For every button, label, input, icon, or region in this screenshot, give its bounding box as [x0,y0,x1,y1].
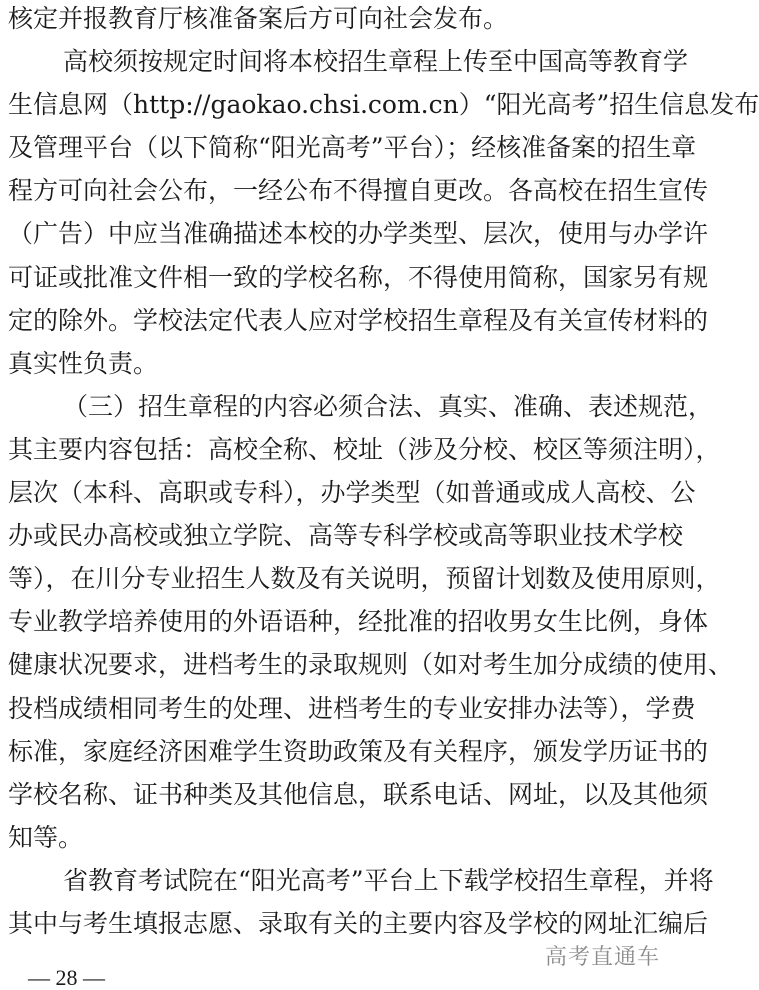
text-line: 核定并报教育厅核准备案后方可向社会发布。 [8,4,509,33]
text-line: （三）招生章程的内容必须合法、真实、准确、表述规范， [63,391,714,421]
text-line: 可证或批准文件相一致的学校名称，不得使用简称，国家另有规 [8,262,709,292]
text-line: 高校须按规定时间将本校招生章程上传至中国高等教育学 [63,47,689,77]
text-line: 办或民办高校或独立学院、高等专科学校或高等职业技术学校 [8,521,684,551]
page-number: — 28 — [28,965,105,990]
text-line: 生信息网（http://gaokao.chsi.com.cn）“阳光高考”招生信息发布 [8,90,759,120]
text-line: 其主要内容包括：高校全称、校址（涉及分校、校区等须注明）， [8,434,721,464]
text-line: 真实性负责。 [8,348,159,378]
text-line: 学校名称、证书种类及其他信息，联系电话、网址，以及其他须 [8,779,709,809]
text-line: 其中与考生填报志愿、录取有关的主要内容及学校的网址汇编后 [8,908,709,938]
document-body [8,0,759,945]
text-line: 定的除外。学校法定代表人应对学校招生章程及有关宣传材料的 [8,305,709,335]
text-line: （广告）中应当准确描述本校的办学类型、层次，使用与办学许 [8,219,709,249]
text-line: 知等。 [8,822,84,852]
text-line: 层次（本科、高职或专科），办学类型（如普通或成人高校、公 [8,478,696,508]
text-line: 健康状况要求，进档考生的录取规则（如对考生加分成绩的使用、 [8,650,734,680]
watermark: 高考直通车 [545,945,661,970]
text-line: 等），在川分专业招生人数及有关说明，预留计划数及使用原则， [8,564,721,594]
text-line: 投档成绩相同考生的处理、进档考生的专业安排办法等），学费 [8,693,696,723]
text-line: 及管理平台（以下简称“阳光高考”平台）；经核准备案的招生章 [8,133,697,163]
text-line: 省教育考试院在“阳光高考”平台上下载学校招生章程，并将 [63,865,714,895]
text-line: 标准，家庭经济困难学生资助政策及有关程序，颁发学历证书的 [8,736,709,766]
text-line: 专业教学培养使用的外语语种，经批准的招收男女生比例，身体 [8,607,709,637]
text-line: 程方可向社会公布，一经公布不得擅自更改。各高校在招生宣传 [8,176,709,206]
